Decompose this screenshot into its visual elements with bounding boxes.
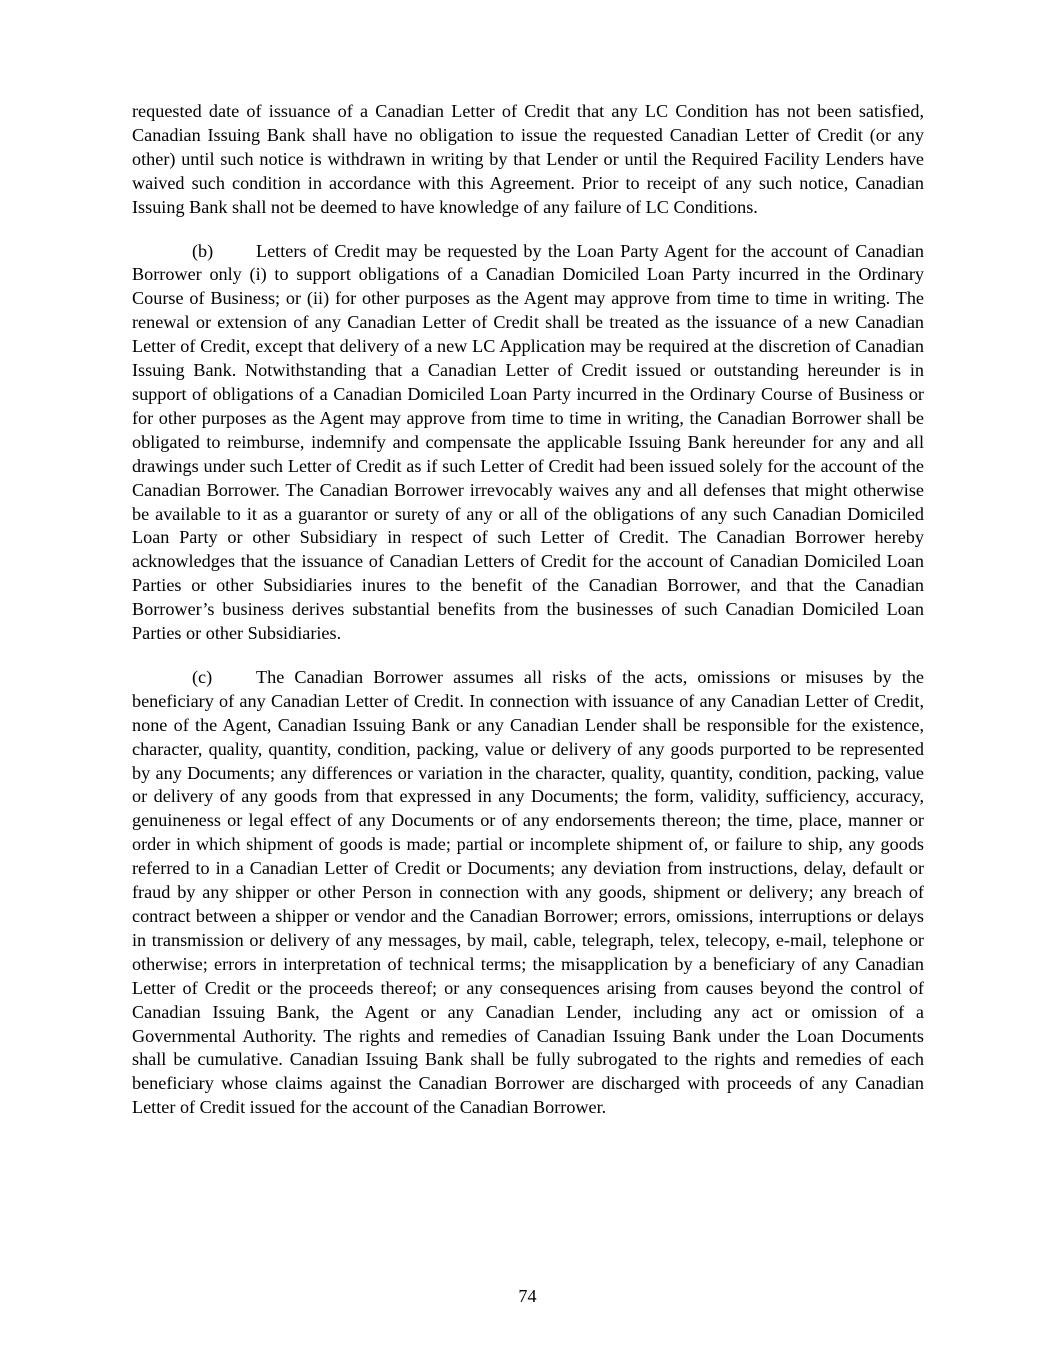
document-body [132, 100, 924, 1140]
paragraph-text: The Canadian Borrower assumes all risks of the acts, omissions or misuses by the beneficiary of any Canadian Letter of Credit. In connection with issuance of any Canadian Letter of Credit, none of the Agent, Canadian Issuing Bank or any Canadian Lender shall be responsible for the existence, character, quality, quantity, condition, packing, value or delivery of any goods purported to be represented by any Documents; any differences or variation in the character, quality, quantity, condition, packing, value or delivery of any goods from that expressed in any Documents; the form, validity, sufficiency, accuracy, genuineness or legal effect of any Documents or of any endorsements thereon; the time, place, manner or order in which shipment of goods is made; partial or incomplete shipment of, or failure to ship, any goods referred to in a Canadian Letter of Credit or Documents; any deviation from instructions, delay, default or fraud by any shipper or other Person in connection with any goods, shipment or delivery; any breach of contract between a shipper or vendor and the Canadian Borrower; errors, omissions, interruptions or delays in transmission or delivery of any messages, by mail, cable, telegraph, telex, telecopy, e-mail, telephone or otherwise; errors in interpretation of technical terms; the misapplication by a beneficiary of any Canadian Letter of Credit or the proceeds thereof; or any consequences arising from causes beyond the control of Canadian Issuing Bank, the Agent or any Canadian Lender, including any act or omission of a Governmental Authority. The rights and remedies of Canadian Issuing Bank under the Loan Documents shall be cumulative. Canadian Issuing Bank shall be fully subrogated to the rights and remedies of each beneficiary whose claims against the Canadian Borrower are discharged with proceeds of any Canadian Letter of Credit issued for the account of the Canadian Borrower. [132, 666, 924, 1118]
paragraph-text: Letters of Credit may be requested by the Loan Party Agent for the account of Canadian Borrower only (i) to support obligations of a Canadian Domiciled Loan Party incurred in the Ordinary Course of Business; or (ii) for other purposes as the Agent may approve from time to time in writing. The renewal or extension of any Canadian Letter of Credit shall be treated as the issuance of a new Canadian Letter of Credit, except that delivery of a new LC Application may be required at the discretion of Canadian Issuing Bank. Notwithstanding that a Canadian Letter of Credit issued or outstanding hereunder is in support of obligations of a Canadian Domiciled Loan Party incurred in the Ordinary Course of Business or for other purposes as the Agent may approve from time to time in writing, the Canadian Borrower shall be obligated to reimburse, indemnify and compensate the applicable Issuing Bank hereunder for any and all drawings under such Letter of Credit as if such Letter of Credit had been issued solely for the account of the Canadian Borrower. The Canadian Borrower irrevocably waives any and all defenses that might otherwise be available to it as a guarantor or surety of any or all of the obligations of any such Canadian Domiciled Loan Party or other Subsidiary in respect of such Letter of Credit. The Canadian Borrower hereby acknowledges that the issuance of Canadian Letters of Credit for the account of Canadian Domiciled Loan Parties or other Subsidiaries inures to the benefit of the Canadian Borrower, and that the Canadian Borrower’s business derives substantial benefits from the businesses of such Canadian Domiciled Loan Parties or other Subsidiaries. [132, 240, 924, 644]
paragraph-c [132, 666, 924, 1120]
page-number: 74 [518, 1286, 537, 1306]
paragraph-continued [132, 100, 924, 220]
paragraph-marker: (c) [192, 666, 213, 687]
paragraph-text: requested date of issuance of a Canadian Letter of Credit that any LC Condition has not been satisfied, Canadian Issuing Bank shall have no obligation to issue the requested Canadian Letter of Credit (or any other) until such notice is withdrawn in writing by that Lender or until the Required Facility Lenders have waived such condition in accordance with this Agreement. Prior to receipt of any such notice, Canadian Issuing Bank shall not be deemed to have knowledge of any failure of LC Conditions. [132, 101, 924, 217]
paragraph-marker: (b) [192, 240, 214, 261]
paragraph-b [132, 240, 924, 646]
